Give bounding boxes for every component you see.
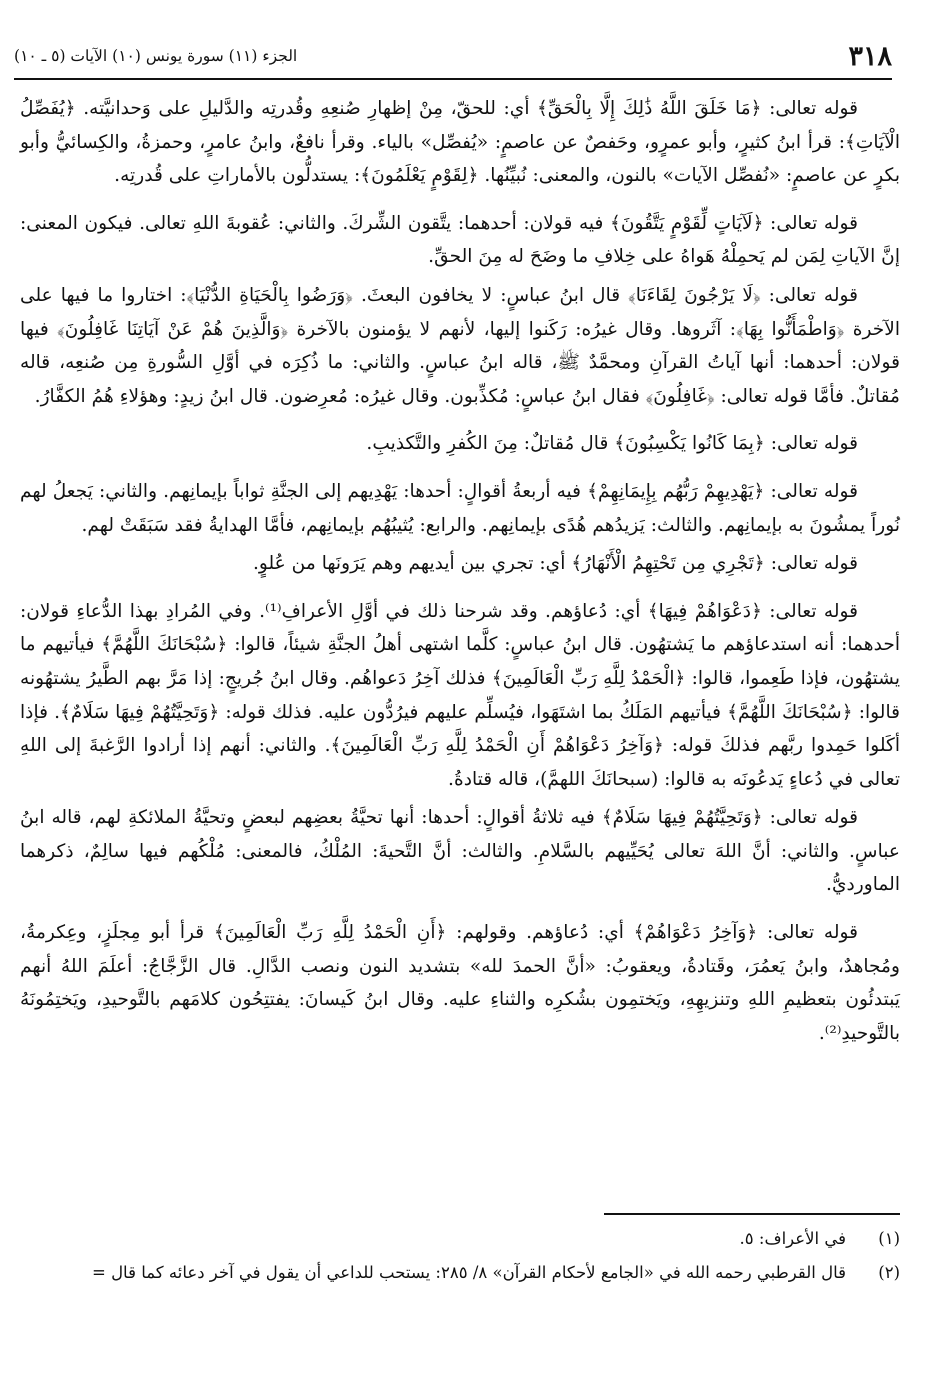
- paragraph: قوله تعالى: ﴿وَآخِرُ دَعْوَاهُمْ﴾ أي: دُعاؤهم. وقولهم: ﴿أَنِ الْحَمْدُ لِلَّهِ رَبِّ الْعَالَمِينَ﴾ قرأ أبو مِجلَزٍ، وعِكرمةُ، ومُجاهدٌ، وابنُ يَعمُرَ، وقَتادةُ، ويعقوبُ: «أنَّ الحمدَ لله» بتشديد النون ونصب الدَّالِ. قال الزَّجَّاجُ: أعلَمَ اللهُ أنهم يَبتدئُون بتعظيمِ اللهِ وتنزيهِهِ، ويَختمِون بشُكرِه والثناءِ عليه. وقال ابنُ كَيسانَ: يفتتِحُون كلامَهم بالتَّوحيدِ، ويَختِمُونَهُ بالتَّوحيدِ⁽²⁾.: [20, 922, 900, 1044]
- running-head: الجزء (١١) سورة يونس (١٠) الآيات (٥ ـ ١٠): [14, 47, 298, 65]
- paragraph: قوله تعالى: ﴿بِمَا كَانُوا يَكْسِبُونَ﴾ قال مُقاتلٌ: مِنَ الكُفرِ والتَّكذيبِ.: [366, 433, 858, 455]
- page-number: ٣١٨: [848, 40, 892, 72]
- footnote-divider: [604, 1213, 900, 1215]
- paragraph: قوله تعالى: ﴿مَا خَلَقَ اللَّهُ ذَٰلِكَ إِلَّا بِالْحَقِّ﴾ أي: للحقّ، مِنْ إظهارِ صُنعِهِ وقُدرتِه والدَّليلِ على وَحدانيَّته. ﴿يُفَصِّلُ الْآيَاتِ﴾: قرأ ابنُ كثيرٍ، وأبو عمرٍو، وحَفصٌ عن عاصمٍ: «يُفصِّل» بالياء. وقرأ نافعٌ، وابنُ عامرٍ، وحمزةُ، والكِسائيُّ وأبو بكرٍ عن عاصمٍ: «نُفصِّل الآيات» بالنون، والمعنى: نُبيِّنُها. ﴿لِقَوْمٍ يَعْلَمُونَ﴾: يستدلُّون بالأماراتِ على قُدرتِه.: [20, 98, 900, 187]
- footnote-text: في الأعراف: ٥.: [739, 1229, 846, 1248]
- footnote: [20, 1222, 900, 1256]
- footnote-number: (٢): [878, 1263, 900, 1282]
- paragraph: قوله تعالى: ﴿يَهْدِيهِمْ رَبُّهُم بِإِيمَانِهِمْ﴾ فيه أربعةُ أقوالٍ: أحدها: يَهْدِيهم إلى الجنَّةِ ثواباً بإيمانِهم. والثاني: يَجعلُ لهم نُوراً يمشُونَ به بإيمانِهم. والثالث: يَزيدُهم هُدًى بإيمانِهم. والرابع: يُثيبُهُم بإيمانِهم، فأمَّا الهدايةُ فقد سَبَقَتْ لهم.: [20, 480, 900, 536]
- footnote-text: قال القرطبي رحمه الله في «الجامع لأحكام القرآن» ٨/ ٢٨٥: يستحب للداعي أن يقول في آخر دعائه كما قال =: [92, 1263, 846, 1282]
- paragraph: قوله تعالى: ﴿دَعْوَاهُمْ فِيهَا﴾ أي: دُعاؤهم. وقد شرحنا ذلك في أوَّلِ الأعرافِ⁽¹⁾. وفي المُرادِ بهذا الدُّعاءِ قولان: أحدهما: أنه استدعاؤهم ما يَشتهُون. قال ابنُ عباسٍ: كلَّما اشتهى أهلُ الجنَّةِ شيئاً، قالوا: ﴿سُبْحَانَكَ اللَّهُمَّ﴾ فيأتيهم ما يشتهُون، فإذا طَعِموا، قالوا: ﴿الْحَمْدُ لِلَّهِ رَبِّ الْعَالَمِينَ﴾ فذلك آخِرُ دَعواهُم. وقال ابنُ جُريجٍ: إذا مَرَّ بهم الطَّيرُ يشتهُونه قالوا: ﴿سُبْحَانَكَ اللَّهُمَّ﴾ فيأتيهم المَلَكُ بما اشتَهَوا، فيُسلِّم عليهم فيرُدُّون عليه. فذلك قوله: ﴿وَتَحِيَّتُهُمْ فِيهَا سَلَامٌ﴾. فإذا أكَلوا حَمِدوا ربَّهم فذلكَ قوله: ﴿وَآخِرُ دَعْوَاهُمْ أَنِ الْحَمْدُ لِلَّهِ رَبِّ الْعَالَمِينَ﴾. والثاني: أنهم إذا أرادوا الرَّغبةَ إلى اللهِ تعالى في دُعاءٍ يَدعُونَه به قالوا: (سبحانَكَ اللهمَّ)، قاله قتادةُ.: [20, 600, 900, 790]
- footnote: [20, 1256, 900, 1290]
- page-header: [14, 34, 892, 80]
- paragraph: قوله تعالى: ﴿لَا يَرْجُونَ لِقَاءَنَا﴾ قال ابنُ عباسٍ: لا يخافون البعثَ. ﴿وَرَضُوا بِالْحَيَاةِ الدُّنْيَا﴾: اختاروا ما فيها على الآخرة ﴿وَاطْمَأَنُّوا بِهَا﴾: آثَروها. وقال غيرُه: رَكَنوا إليها، لأنهم لا يؤمنون بالآخرة ﴿وَالَّذِينَ هُمْ عَنْ آيَاتِنَا غَافِلُونَ﴾ فيها قولان: أحدهما: أنها آياتُ القرآنِ ومحمَّدٌ ﷺ، قاله ابنُ عباسٍ. والثاني: ما ذُكِرَه في أوَّلِ السُّورةِ مِن صُنعِه، قاله مُقاتلٌ. فأمَّا قوله تعالى: ﴿غَافِلُونَ﴾ فقال ابنُ عباسٍ: مُكذِّبون. وقال غيرُه: مُعرِضون. قال ابنُ زيدٍ: وهؤلاءِ هُمُ الكفَّارُ.: [20, 284, 900, 407]
- footnotes: [20, 1222, 900, 1290]
- paragraph: قوله تعالى: ﴿وَتَحِيَّتُهُمْ فِيهَا سَلَامٌ﴾ فيه ثلاثةُ أقوالٍ: أحدها: أنها تحيَّةُ بعضِهم لبعضٍ وتحيَّةُ الملائكةِ لهم، قاله ابنُ عباسٍ. والثاني: أنَّ اللهَ تعالى يُحَيِّيهم بالسَّلامِ. والثالث: أنَّ التَّحيةَ: المُلْكُ، فالمعنى: مُلْكُهم فيها سالِمٌ، ذكرهما الماورديُّ.: [20, 807, 900, 896]
- main-text: [20, 92, 900, 1050]
- paragraph: قوله تعالى: ﴿لَآيَاتٍ لِّقَوْمٍ يَتَّقُونَ﴾ فيه قولان: أحدهما: يتَّقون الشِّركَ. والثاني: عُقوبةَ اللهِ تعالى. فيكون المعنى: إنَّ الآياتِ لِمَن لم يَحمِلْهُ هَواهُ على خِلافِ ما وضَحَ له مِنَ الحقِّ.: [20, 212, 900, 268]
- footnote-number: (١): [878, 1229, 900, 1248]
- paragraph: قوله تعالى: ﴿تَجْرِي مِن تَحْتِهِمُ الْأَنْهَارُ﴾ أي: تجري بين أيديهم وهم يَرَونَها من عُلوٍ.: [253, 553, 858, 575]
